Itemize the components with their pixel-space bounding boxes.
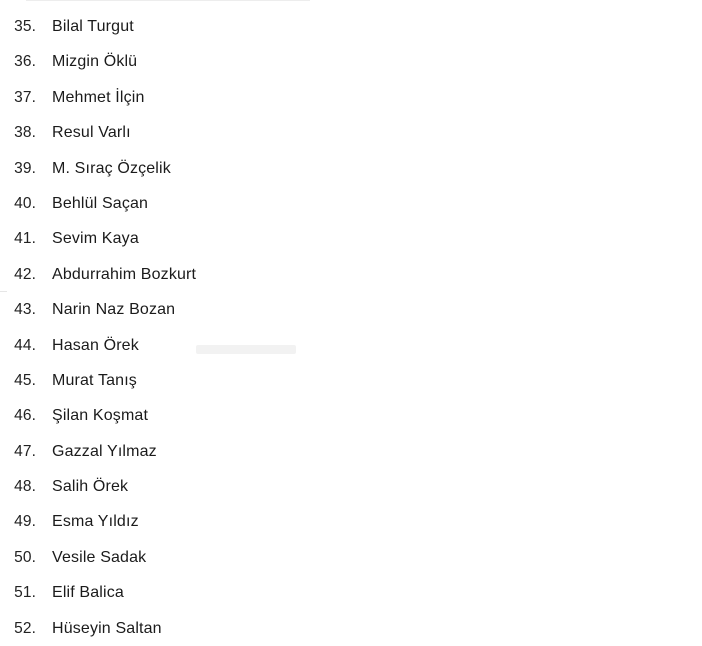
list-item-name: Sevim Kaya bbox=[52, 230, 139, 248]
list-item bbox=[0, 186, 702, 221]
list-item-number: 48. bbox=[14, 478, 36, 496]
list-item bbox=[0, 257, 702, 292]
list-item-name: Resul Varlı bbox=[52, 124, 131, 142]
list-item-number: 43. bbox=[14, 301, 36, 319]
list-item-number: 50. bbox=[14, 548, 36, 566]
list-item-number: 46. bbox=[14, 407, 36, 425]
list-item bbox=[0, 575, 702, 610]
list-item-number: 39. bbox=[14, 159, 36, 177]
list-item bbox=[0, 151, 702, 186]
list-item bbox=[0, 469, 702, 504]
list-item-name: Şilan Koşmat bbox=[52, 407, 149, 425]
list-item bbox=[0, 434, 702, 469]
list-item-name: Behlül Saçan bbox=[52, 194, 149, 212]
list-item-number: 45. bbox=[14, 371, 36, 389]
list-item-name: Gazzal Yılmaz bbox=[52, 442, 157, 460]
list-item bbox=[0, 80, 702, 115]
list-item-number: 38. bbox=[14, 124, 36, 142]
list-item-number: 47. bbox=[14, 442, 36, 460]
list-item-number: 35. bbox=[14, 18, 36, 35]
list-item-number: 37. bbox=[14, 88, 36, 106]
list-item-number: 49. bbox=[14, 513, 36, 531]
list-item-number: 52. bbox=[14, 619, 36, 637]
list-item bbox=[0, 611, 702, 646]
list-item-number: 44. bbox=[14, 336, 36, 354]
list-item bbox=[0, 44, 702, 79]
list-item-name: Murat Tanış bbox=[52, 371, 137, 389]
list-item bbox=[0, 221, 702, 256]
list-item bbox=[0, 398, 702, 433]
list-item bbox=[0, 328, 702, 363]
list-item-name: Salih Örek bbox=[52, 478, 129, 496]
list-item bbox=[0, 115, 702, 150]
list-item-name: Esma Yıldız bbox=[52, 513, 139, 531]
list-item-name: Mizgin Öklü bbox=[52, 53, 138, 71]
list-item bbox=[0, 9, 702, 44]
list-item-number: 41. bbox=[14, 230, 36, 248]
list-item bbox=[0, 504, 702, 539]
list-item-number: 42. bbox=[14, 265, 36, 283]
list-item bbox=[0, 292, 702, 327]
list-item-name: Bilal Turgut bbox=[52, 18, 134, 35]
list-item-name: Hüseyin Saltan bbox=[52, 619, 162, 637]
list-item-name: Vesile Sadak bbox=[52, 548, 147, 566]
list-item-number: 40. bbox=[14, 194, 36, 212]
list-item-name: Elif Balica bbox=[52, 584, 124, 602]
list-item bbox=[0, 363, 702, 398]
list-item-name: M. Sıraç Özçelik bbox=[52, 159, 171, 177]
list-item-name: Mehmet İlçin bbox=[52, 88, 145, 106]
list-item-number: 36. bbox=[14, 53, 36, 71]
list-item-name: Narin Naz Bozan bbox=[52, 301, 176, 319]
list-item-name: Hasan Örek bbox=[52, 336, 139, 354]
list-item-name: Abdurrahim Bozkurt bbox=[52, 265, 197, 283]
list-item bbox=[0, 540, 702, 575]
list-item-number: 51. bbox=[14, 584, 36, 602]
